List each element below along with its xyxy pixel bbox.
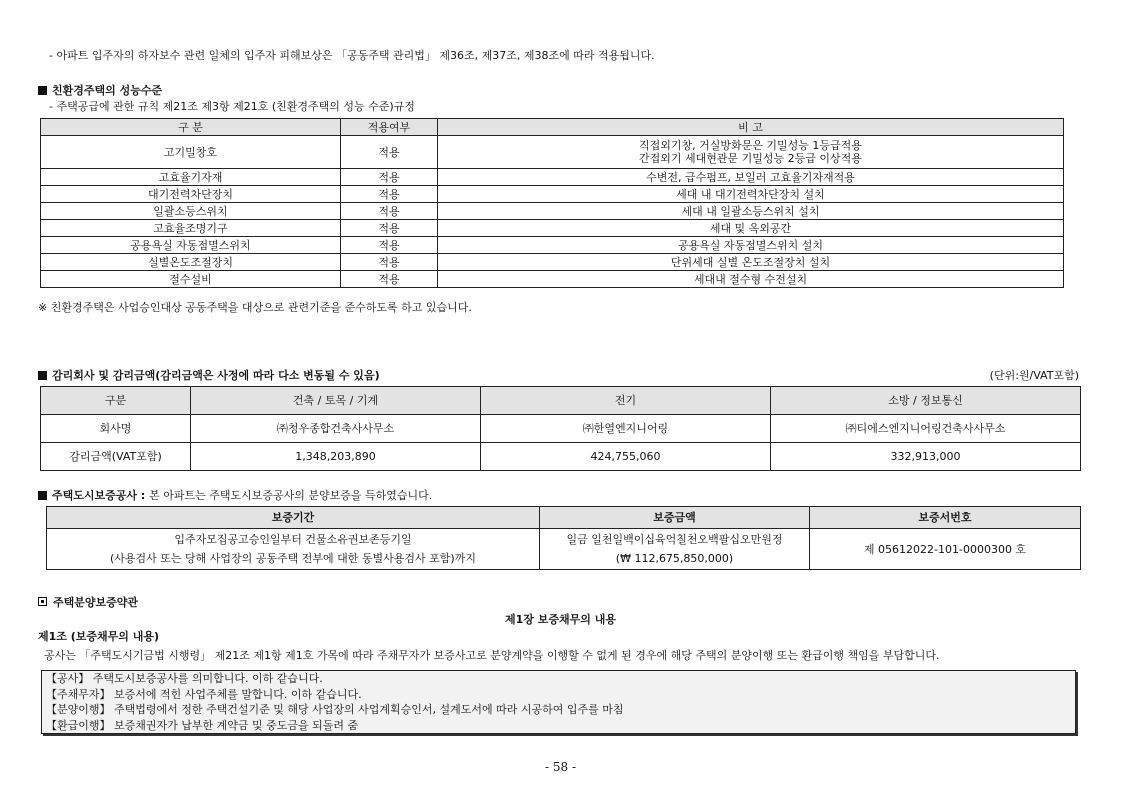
definition-item: 【환급이행】 보증채권자가 납부한 계약금 및 중도금을 되돌려 줌	[46, 718, 359, 732]
table-row	[41, 220, 1064, 237]
guarantee-amount-line2: (₩ 112,675,850,000)	[615, 552, 734, 565]
guarantee-heading	[38, 487, 432, 503]
chapter-title: 제1장 보증채무의 내용	[505, 613, 616, 626]
square-bullet-icon	[38, 491, 47, 500]
eco-table-header	[41, 119, 1064, 136]
square-outline-bullet-icon	[38, 597, 47, 606]
eco-subline: - 주택공급에 관한 규칙 제21조 제3항 제21호 (친환경주택의 성능 수준)규정	[49, 100, 415, 113]
guarantee-header: 보증기간	[47, 507, 540, 529]
guarantee-period-line2: (사용검사 또는 당해 사업장의 공동주택 전부에 대한 동별사용검사 포함)까지	[110, 552, 476, 565]
table-row	[41, 136, 1064, 169]
guarantee-header: 보증서번호	[810, 507, 1081, 529]
guarantee-period	[47, 529, 540, 570]
article-text: 공사는 「주택도시기금법 시행령」 제21조 제1항 제1호 가목에 따라 주채무자가 보증사고로 분양계약을 이행할 수 없게 된 경우에 해당 주택의 분양이행 또는 환급이행 책임을 부담합니다.	[44, 649, 940, 662]
square-bullet-icon	[38, 86, 47, 95]
eco-note: 세대 및 옥외공간	[438, 220, 1064, 237]
guarantee-period-line1: 입주자모집공고승인일부터 건물소유권보존등기일	[174, 533, 412, 546]
guarantee-heading-tail: 본 아파트는 주택도시보증공사의 분양보증을 득하였습니다.	[149, 489, 433, 502]
table-row	[41, 415, 1081, 443]
eco-applied: 적용	[341, 203, 438, 220]
table-cell: 회사명	[41, 415, 191, 443]
eco-header-note: 비 고	[438, 119, 1064, 136]
guarantee-amount-line1: 일금 일천일백이십육억칠천오백팔십오만원정	[566, 533, 783, 546]
table-cell: ㈜한열엔지니어링	[481, 415, 771, 443]
eco-footnote: ※ 친환경주택은 사업승인대상 공동주택을 대상으로 관련기준을 준수하도록 하고 있습니다.	[38, 301, 472, 314]
table-row	[41, 443, 1081, 471]
guarantee-amount	[540, 529, 810, 570]
eco-header-category: 구 분	[41, 119, 341, 136]
definition-item: 【주채무자】 보증서에 적힌 사업주체를 말합니다. 이하 같습니다.	[46, 687, 362, 701]
terms-heading	[38, 594, 138, 610]
eco-applied: 적용	[341, 220, 438, 237]
supervision-table-header	[41, 387, 1081, 415]
supervision-header: 소방 / 정보통신	[771, 387, 1081, 415]
table-cell: 424,755,060	[481, 443, 771, 471]
eco-heading-text: 친환경주택의 성능수준	[52, 84, 163, 97]
guarantee-table-header	[47, 507, 1081, 529]
eco-item: 절수설비	[41, 271, 341, 288]
eco-applied: 적용	[341, 169, 438, 186]
table-row	[41, 237, 1064, 254]
eco-note: 단위세대 실별 온도조절장치 설치	[438, 254, 1064, 271]
definitions-box	[41, 670, 1076, 734]
eco-note: 세대 내 대기전력차단장치 설치	[438, 186, 1064, 203]
eco-item: 고효율기자재	[41, 169, 341, 186]
table-cell: 1,348,203,890	[191, 443, 481, 471]
eco-table	[40, 118, 1064, 288]
guarantee-number: 제 05612022-101-0000300 호	[810, 529, 1081, 570]
eco-note: 수변전, 급수펌프, 보일러 고효율기자재적용	[438, 169, 1064, 186]
eco-item: 실별온도조절장치	[41, 254, 341, 271]
article-title: 제1조 (보증채무의 내용)	[38, 630, 160, 643]
supervision-table	[40, 386, 1081, 471]
eco-applied: 적용	[341, 271, 438, 288]
eco-applied: 적용	[341, 136, 438, 169]
eco-item: 일괄소등스위치	[41, 203, 341, 220]
table-row	[41, 203, 1064, 220]
eco-note: 세대내 절수형 수전설치	[438, 271, 1064, 288]
guarantee-table	[46, 506, 1081, 570]
table-row	[47, 529, 1081, 570]
eco-applied: 적용	[341, 254, 438, 271]
supervision-heading-text: 감리회사 및 감리금액(감리금액은 사정에 따라 다소 변동될 수 있음)	[52, 369, 380, 382]
table-cell: 332,913,000	[771, 443, 1081, 471]
guarantee-heading-text: 주택도시보증공사 :	[52, 489, 146, 502]
terms-heading-text: 주택분양보증약관	[53, 596, 139, 609]
table-row	[41, 186, 1064, 203]
table-cell: ㈜티에스엔지니어링건축사사무소	[771, 415, 1081, 443]
table-row	[41, 271, 1064, 288]
definition-item: 【분양이행】 주택법령에서 정한 주택건설기준 및 해당 사업장의 사업계획승인서, 설계도서에 따라 시공하여 입주를 마침	[46, 703, 624, 716]
eco-note-line1: 직접외기창, 거실방화문은 기밀성능 1등급적용	[639, 139, 862, 152]
eco-item: 고기밀창호	[41, 136, 341, 169]
definition-item: 【공사】 주택도시보증공사를 의미합니다. 이하 같습니다.	[46, 672, 323, 685]
intro-note: - 아파트 입주자의 하자보수 관련 일체의 입주자 피해보상은 「공동주택 관리법」 제36조, 제37조, 제38조에 따라 적용됩니다.	[49, 49, 655, 62]
table-cell: ㈜청우종합건축사사무소	[191, 415, 481, 443]
table-cell: 감리금액(VAT포함)	[41, 443, 191, 471]
eco-note-line2: 간접외기 세대현관문 기밀성능 2등급 이상적용	[639, 152, 862, 165]
eco-heading	[38, 82, 162, 98]
eco-note	[438, 136, 1064, 169]
supervision-unit: (단위:원/VAT포함)	[989, 369, 1079, 382]
eco-applied: 적용	[341, 186, 438, 203]
table-row	[41, 254, 1064, 271]
table-row	[41, 169, 1064, 186]
supervision-heading	[38, 367, 380, 383]
eco-applied: 적용	[341, 237, 438, 254]
square-bullet-icon	[38, 371, 47, 380]
eco-note: 공용욕실 자동점멸스위치 설치	[438, 237, 1064, 254]
eco-item: 고효율조명기구	[41, 220, 341, 237]
guarantee-header: 보증금액	[540, 507, 810, 529]
eco-note: 세대 내 일괄소등스위치 설치	[438, 203, 1064, 220]
supervision-header: 구분	[41, 387, 191, 415]
supervision-header: 건축 / 토목 / 기계	[191, 387, 481, 415]
supervision-header: 전기	[481, 387, 771, 415]
page-number: - 58 -	[544, 760, 576, 774]
eco-item: 대기전력차단장치	[41, 186, 341, 203]
eco-header-applied: 적용여부	[341, 119, 438, 136]
eco-item: 공용욕실 자동점멸스위치	[41, 237, 341, 254]
